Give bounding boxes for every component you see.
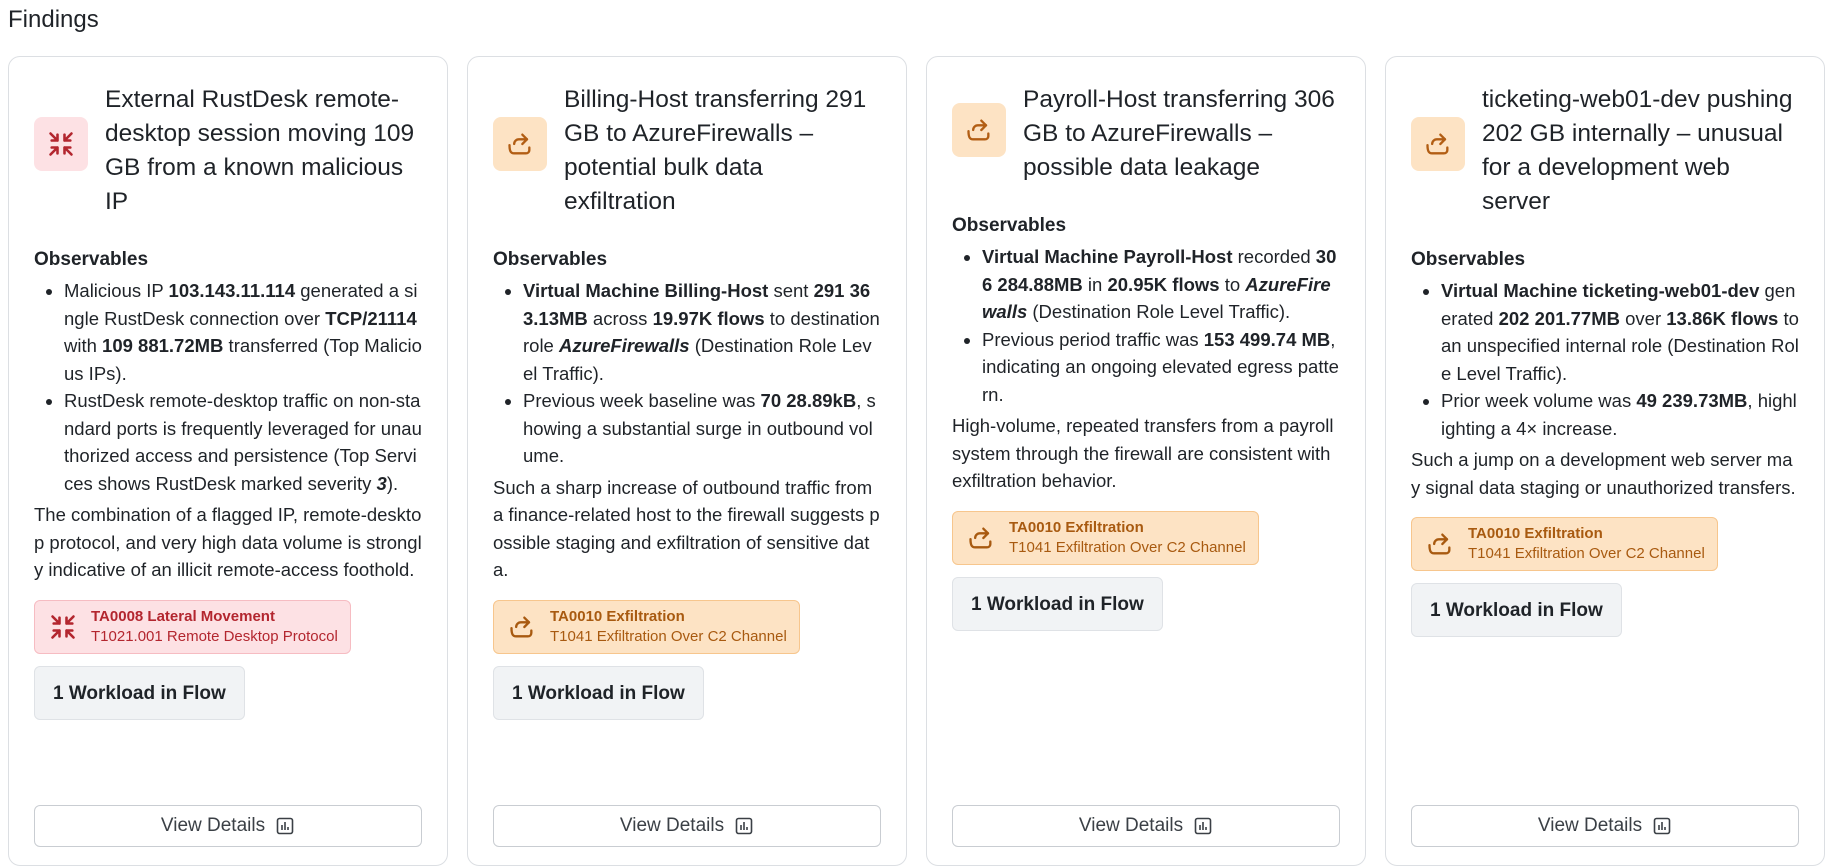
tactic-id: TA0008 Lateral Movement — [91, 607, 275, 625]
tactic-id: TA0010 Exfiltration — [1468, 525, 1603, 542]
observable-item: • Previous period traffic was 153 499.74 MB, indicating an ongoing elevated egress pattern. — [982, 326, 1340, 409]
chart-icon — [1652, 816, 1672, 836]
observables-list — [952, 243, 1340, 408]
observables-label: Observables — [952, 215, 1067, 236]
technique-name: T1041 Exfiltration Over C2 Channel — [550, 627, 787, 645]
finding-card — [467, 56, 907, 866]
exfiltration-icon — [1411, 117, 1465, 171]
finding-summary: Such a sharp increase of outbound traffic from a finance-related host to the firewall suggests possible staging and exfiltration of sensitive data. — [493, 476, 880, 580]
observable-item: • Virtual Machine ticketing-web01-dev generated 202 201.77MB over 13.86K flows to an unspecified internal role (Destination Role Level Traffic). — [1441, 277, 1799, 387]
technique-name: T1041 Exfiltration Over C2 Channel — [1009, 538, 1246, 556]
finding-summary: Such a jump on a development web server may signal data staging or unauthorized transfers. — [1411, 449, 1796, 498]
observables-label: Observables — [34, 249, 149, 270]
findings-list — [8, 56, 1825, 866]
finding-summary: The combination of a flagged IP, remote-desktop protocol, and very high data volume is strongly indicative of an illicit remote-access foothold. — [34, 504, 422, 580]
observable-item: • Prior week volume was 49 239.73MB, highlighting a 4× increase. — [1441, 387, 1799, 442]
finding-title: External RustDesk remote-desktop session moving 109 GB from a known malicious IP — [105, 86, 415, 215]
observable-item: • Malicious IP 103.143.11.114 generated a single RustDesk connection over TCP/21114 with 109 881.72MB transferred (Top Malicious IPs). — [64, 277, 422, 387]
view-details-button[interactable] — [1411, 805, 1799, 847]
observable-item: • Virtual Machine Payroll-Host recorded 306 284.88MB in 20.95K flows to AzureFirewalls (Destination Role Level Traffic). — [982, 243, 1340, 326]
exfiltration-icon — [952, 103, 1006, 157]
finding-card — [1385, 56, 1825, 866]
page-title: Findings — [8, 6, 99, 33]
finding-title: ticketing-web01-dev pushing 202 GB internally – unusual for a development web server — [1482, 86, 1793, 215]
workload-in-flow-button[interactable]: 1 Workload in Flow — [34, 666, 245, 720]
exfiltration-icon — [508, 613, 536, 641]
finding-summary: High-volume, repeated transfers from a payroll system through the firewall are consistent with exfiltration behavior. — [952, 415, 1334, 491]
finding-title: Billing-Host transferring 291 GB to AzureFirewalls – potential bulk data exfiltration — [564, 86, 867, 215]
workload-in-flow-button[interactable]: 1 Workload in Flow — [1411, 583, 1622, 637]
observables-list — [493, 277, 881, 470]
exfiltration-icon — [1426, 530, 1454, 558]
view-details-button[interactable] — [952, 805, 1340, 847]
finding-card — [8, 56, 448, 866]
chart-icon — [275, 816, 295, 836]
view-details-label: View Details — [1078, 815, 1184, 836]
view-details-label: View Details — [619, 815, 725, 836]
card-header — [34, 83, 422, 219]
mitre-tactic-badge[interactable] — [952, 511, 1259, 565]
exfiltration-icon — [493, 117, 547, 171]
technique-name: T1041 Exfiltration Over C2 Channel — [1468, 545, 1705, 562]
observables-label: Observables — [493, 249, 608, 270]
mitre-tactic-badge[interactable] — [493, 600, 800, 654]
workload-in-flow-button[interactable]: 1 Workload in Flow — [493, 666, 704, 720]
view-details-button[interactable] — [493, 805, 881, 847]
finding-title: Payroll-Host transferring 306 GB to AzureFirewalls – possible data leakage — [1023, 86, 1335, 181]
card-header — [952, 83, 1340, 185]
view-details-label: View Details — [160, 815, 266, 836]
card-header — [1411, 83, 1799, 219]
observables-list — [1411, 277, 1799, 442]
tactic-id: TA0010 Exfiltration — [550, 607, 685, 625]
finding-card — [926, 56, 1366, 866]
chart-icon — [1193, 816, 1213, 836]
view-details-label: View Details — [1537, 815, 1643, 836]
mitre-tactic-badge[interactable] — [34, 600, 351, 654]
chart-icon — [734, 816, 754, 836]
mitre-tactic-badge[interactable] — [1411, 517, 1718, 571]
view-details-button[interactable] — [34, 805, 422, 847]
observable-item: • RustDesk remote-desktop traffic on non-standard ports is frequently leveraged for unauthorized access and persistence (Top Services shows RustDesk marked severity 3). — [64, 387, 422, 497]
observables-list — [34, 277, 422, 497]
tactic-id: TA0010 Exfiltration — [1009, 518, 1144, 536]
technique-name: T1021.001 Remote Desktop Protocol — [91, 627, 338, 645]
card-header — [493, 83, 881, 219]
observable-item: • Virtual Machine Billing-Host sent 291 363.13MB across 19.97K flows to destination role AzureFirewalls (Destination Role Level Traffic). — [523, 277, 881, 387]
observable-item: • Previous week baseline was 70 28.89kB, showing a substantial surge in outbound volume. — [523, 387, 881, 470]
lateral-movement-icon — [49, 613, 77, 641]
lateral-movement-icon — [34, 117, 88, 171]
exfiltration-icon — [967, 524, 995, 552]
observables-label: Observables — [1411, 249, 1526, 270]
workload-in-flow-button[interactable]: 1 Workload in Flow — [952, 577, 1163, 631]
